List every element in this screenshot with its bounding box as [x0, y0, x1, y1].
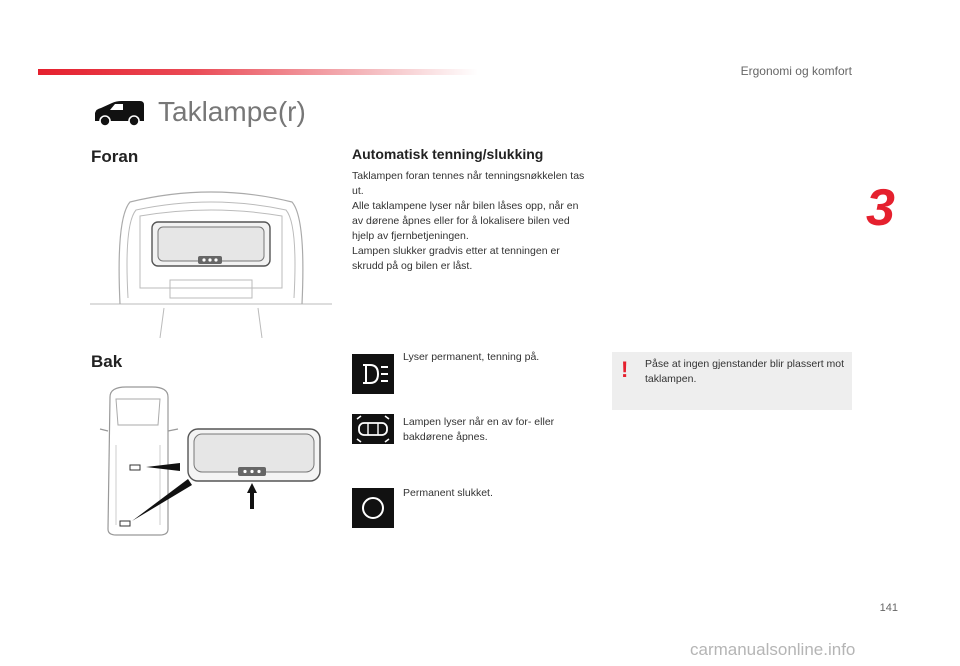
- warning-text: Påse at ingen gjenstander blir plassert mot taklampen.: [645, 358, 845, 385]
- auto-description: Taklampen foran tennes når tenningsnøkkelen tas ut. Alle taklampene lyser når bilen låses opp, når en av dørene åpnes eller for å lokalisere bilen ved hjelp av fjernbetjeningen. Lampen slukker gradvis etter at tenningen er skrudd på og bilen er låst.: [352, 170, 585, 272]
- auto-heading: Automatisk tenning/slukking: [352, 146, 544, 162]
- section-header: Ergonomi og komfort: [740, 64, 852, 78]
- mode-permanent-text: Lyser permanent, tenning på.: [403, 351, 540, 363]
- van-icon: [92, 99, 146, 127]
- rear-lamp-illustration: [96, 385, 328, 540]
- front-heading: Foran: [91, 147, 139, 166]
- page-number: 141: [879, 602, 898, 614]
- front-lamp-illustration: [90, 188, 332, 338]
- header-accent-bar: [38, 69, 478, 75]
- page-title: Taklampe(r): [158, 96, 306, 127]
- mode-off-text: Permanent slukket.: [403, 487, 493, 499]
- door-light-icon: [352, 414, 394, 444]
- rear-heading: Bak: [91, 352, 123, 371]
- mode-door-text: Lampen lyser når en av for- eller bakdørene åpnes.: [403, 416, 555, 443]
- permanent-light-icon: [352, 354, 394, 394]
- watermark: carmanualsonline.info: [690, 640, 856, 659]
- chapter-number: 3: [866, 179, 895, 237]
- warning-icon: !: [621, 357, 629, 382]
- off-icon: [352, 488, 394, 528]
